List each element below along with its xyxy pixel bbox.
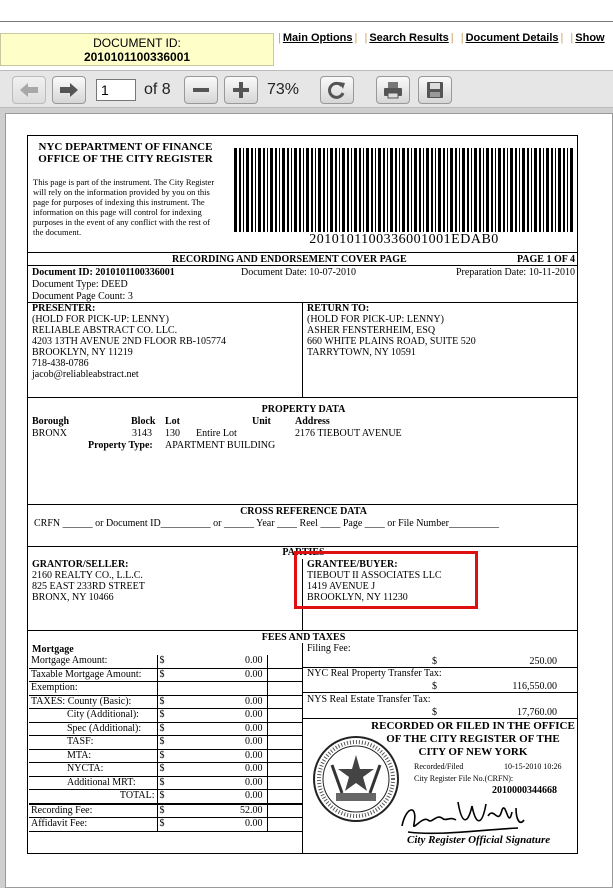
lot-header: Lot (165, 416, 180, 427)
presenter-block (32, 303, 300, 380)
presenter-label: PRESENTER: (32, 303, 96, 314)
presenter-line: 718-438-0786 (32, 358, 89, 369)
grantor-line: 2160 REALTY CO., L.L.C. (32, 570, 143, 581)
document-id-box (0, 33, 274, 66)
return-line: TARRYTOWN, NY 10591 (307, 347, 416, 358)
fee-label: Mortgage Amount: (29, 655, 157, 668)
fees-table (29, 655, 302, 832)
recorded-line-3: CITY OF NEW YORK (418, 746, 528, 758)
recorded-line-1: RECORDED OR FILED IN THE OFFICE (371, 720, 575, 732)
fee-label: Spec (Additional): (29, 722, 157, 736)
fee-value: 0.00 (177, 655, 267, 668)
return-label: RETURN TO: (307, 303, 370, 314)
return-line: ASHER FENSTERHEIM, ESQ (307, 325, 436, 336)
return-line: (HOLD FOR PICK-UP: LENNY) (307, 314, 444, 325)
fee-row (29, 682, 302, 696)
crfn-label: City Register File No.(CRFN): (414, 774, 514, 783)
presenter-line: RELIABLE ABSTRACT CO. LLC. (32, 325, 178, 336)
borough-header: Borough (32, 416, 70, 427)
fee-currency: $ (157, 804, 177, 818)
cross-reference-line: CRFN ______ or Document ID__________ or ______ Year ____ Reel ____ Page ____ or File Number__________ (34, 518, 499, 529)
fee-label: City (Additional): (29, 709, 157, 723)
fee-label: Additional MRT: (29, 776, 157, 790)
document-details-link[interactable]: Document Details (465, 32, 559, 44)
presenter-line: (HOLD FOR PICK-UP: LENNY) (32, 314, 169, 325)
fee-row (29, 763, 302, 777)
filing-dollar: $ (432, 656, 437, 667)
page-count-label: of 8 (144, 81, 171, 98)
fee-row (29, 722, 302, 736)
zoom-in-icon (232, 81, 250, 99)
fee-value: 0.00 (177, 776, 267, 790)
fee-label: Taxable Mortgage Amount: (29, 668, 157, 682)
main-options-link[interactable]: Main Options (282, 32, 353, 44)
signature-caption: City Register Official Signature (407, 834, 551, 846)
fee-label: Affidavit Fee: (29, 818, 157, 832)
return-to-block (307, 303, 575, 358)
fee-row (29, 736, 302, 750)
fee-currency (157, 682, 177, 696)
fee-value: 0.00 (177, 668, 267, 682)
recorded-filed-date: 10-15-2010 10:26 (504, 762, 562, 771)
fee-value: 0.00 (177, 790, 267, 804)
entire-lot: Entire Lot (196, 428, 237, 439)
fee-row (29, 709, 302, 723)
fee-currency: $ (157, 695, 177, 709)
fee-value: 0.00 (177, 722, 267, 736)
print-button[interactable] (376, 76, 410, 104)
rotate-button[interactable] (320, 76, 354, 104)
filing-fee-value: 250.00 (529, 656, 557, 667)
city-register-seal-icon (312, 735, 400, 823)
fee-currency: $ (157, 709, 177, 723)
office-title (33, 141, 218, 165)
fees-title: FEES AND TAXES (261, 632, 346, 643)
rotate-icon (327, 80, 347, 100)
save-icon (426, 81, 444, 99)
zoom-level: 73% (267, 81, 300, 98)
document-id-label: DOCUMENT ID: (93, 36, 181, 50)
fee-row (29, 655, 302, 668)
filing-fee-label: Filing Fee: (307, 643, 351, 654)
fee-row (29, 668, 302, 682)
nyc-tax-dollar: $ (432, 681, 437, 692)
fee-currency: $ (157, 790, 177, 804)
zoom-out-button[interactable] (184, 76, 218, 104)
mortgage-label: Mortgage (32, 644, 74, 655)
barcode-image (234, 148, 574, 232)
grantee-line: BROOKLYN, NY 11230 (307, 592, 408, 603)
doc-date: Document Date: 10-07-2010 (241, 267, 356, 278)
fee-currency: $ (157, 763, 177, 777)
fee-value: 0.00 (177, 695, 267, 709)
fee-value: 52.00 (177, 804, 267, 818)
intro-text: This page is part of the instrument. The City Register will rely on the information provided by you on this page for purposes of indexing this instrument. The information on this page will control for indexing purposes in the event of any conflict with the rest of the document. (33, 177, 215, 237)
prep-date: Preparation Date: 10-11-2010 (455, 267, 575, 278)
address-value: 2176 TIEBOUT AVENUE (295, 428, 402, 439)
back-arrow-icon (19, 82, 39, 98)
fee-row (29, 776, 302, 790)
fee-row (29, 695, 302, 709)
property-type-label: Property Type: (88, 440, 153, 451)
fee-label: Exemption: (29, 682, 157, 696)
cover-title: RECORDING AND ENDORSEMENT COVER PAGE (172, 254, 407, 265)
block-header: Block (131, 416, 156, 427)
nyc-tax-label: NYC Real Property Transfer Tax: (307, 668, 442, 679)
document-info (27, 253, 578, 303)
address-header: Address (295, 416, 330, 427)
recorded-filed-label: Recorded/Filed (414, 762, 464, 771)
fee-label: TAXES: County (Basic): (29, 695, 157, 709)
barcode-text: 2010101100336001001EDAB0 (309, 232, 499, 247)
borough-value: BRONX (32, 428, 68, 439)
fee-currency: $ (157, 818, 177, 832)
fee-row (29, 818, 302, 832)
grantor-line: 825 EAST 233RD STREET (32, 581, 145, 592)
unit-header: Unit (252, 416, 271, 427)
page-count: Document Page Count: 3 (32, 291, 133, 302)
return-line: 660 WHITE PLAINS ROAD, SUITE 520 (307, 336, 476, 347)
zoom-in-button[interactable] (224, 76, 258, 104)
fee-value: 0.00 (177, 749, 267, 763)
page-of: PAGE 1 OF 4 (516, 254, 575, 265)
fee-label: Recording Fee: (29, 804, 157, 818)
grantee-line: 1419 AVENUE J (307, 581, 376, 592)
cross-reference-title: CROSS REFERENCE DATA (240, 506, 367, 517)
fee-currency: $ (157, 776, 177, 790)
fee-value: 0.00 (177, 818, 267, 832)
fee-currency: $ (157, 722, 177, 736)
nys-tax-dollar: $ (432, 707, 437, 718)
cross-reference-section (27, 505, 578, 547)
header-box (27, 135, 578, 253)
show-link[interactable]: Show (575, 32, 605, 44)
fee-label: TASF: (29, 736, 157, 750)
recorded-line-2: OF THE CITY REGISTER OF THE (386, 733, 560, 745)
fee-value: 0.00 (177, 736, 267, 750)
property-type-value: APARTMENT BUILDING (165, 440, 276, 451)
search-results-link[interactable]: Search Results (369, 32, 449, 44)
fee-value: 0.00 (177, 709, 267, 723)
fee-row (29, 749, 302, 763)
nav-links: | Main Options | | Search Results | | Document Details | | Show (278, 32, 605, 44)
fee-currency: $ (157, 749, 177, 763)
fee-currency: $ (157, 655, 177, 668)
next-page-button[interactable] (52, 76, 86, 104)
grantee-label: GRANTEE/BUYER: (307, 559, 398, 570)
fee-label: MTA: (29, 749, 157, 763)
fees-taxes-section (27, 631, 578, 854)
forward-arrow-icon (59, 82, 79, 98)
page-number-input[interactable] (96, 79, 136, 101)
viewer-toolbar (0, 70, 613, 108)
fee-label: NYCTA: (29, 763, 157, 777)
nys-tax-value: 17,760.00 (517, 707, 557, 718)
fee-row (29, 804, 302, 818)
zoom-out-icon (192, 81, 210, 99)
doc-type: Document Type: DEED (32, 279, 128, 290)
grantor-label: GRANTOR/SELLER: (32, 559, 129, 570)
property-title: PROPERTY DATA (261, 404, 346, 415)
presenter-line: 4203 13TH AVENUE 2ND FLOOR RB-105774 (32, 336, 226, 347)
official-signature (398, 796, 528, 838)
fee-currency: $ (157, 736, 177, 750)
document-id-value: 2010101100336001 (83, 50, 191, 64)
print-icon (383, 81, 403, 99)
nys-tax-label: NYS Real Estate Transfer Tax: (307, 694, 431, 705)
doc-id-line: Document ID: 2010101100336001 (32, 267, 175, 278)
office-line-1: NYC DEPARTMENT OF FINANCE (38, 141, 213, 153)
parties-title: PARTIES (282, 547, 325, 558)
fee-value (177, 682, 267, 696)
presenter-line: jacob@reliableabstract.net (32, 369, 139, 380)
property-data-section (27, 398, 578, 505)
presenter-line: BROOKLYN, NY 11219 (32, 347, 133, 358)
fee-row (29, 790, 302, 804)
crfn-value: 2010000344668 (492, 785, 557, 796)
nyc-tax-value: 116,550.00 (512, 681, 557, 692)
top-strip (0, 0, 613, 22)
grantor-line: BRONX, NY 10466 (32, 592, 114, 603)
presenter-return-section (27, 303, 578, 398)
fee-currency: $ (157, 668, 177, 682)
previous-page-button[interactable] (12, 76, 46, 104)
fee-value: 0.00 (177, 763, 267, 777)
block-value: 3143 (132, 428, 152, 439)
office-line-2: OFFICE OF THE CITY REGISTER (38, 153, 213, 165)
grantee-highlight-box (294, 551, 478, 609)
grantee-line: TIEBOUT II ASSOCIATES LLC (307, 570, 442, 581)
fee-label: TOTAL: (29, 790, 157, 804)
lot-value: 130 (165, 428, 180, 439)
save-button[interactable] (418, 76, 452, 104)
grantor-block (32, 559, 145, 603)
